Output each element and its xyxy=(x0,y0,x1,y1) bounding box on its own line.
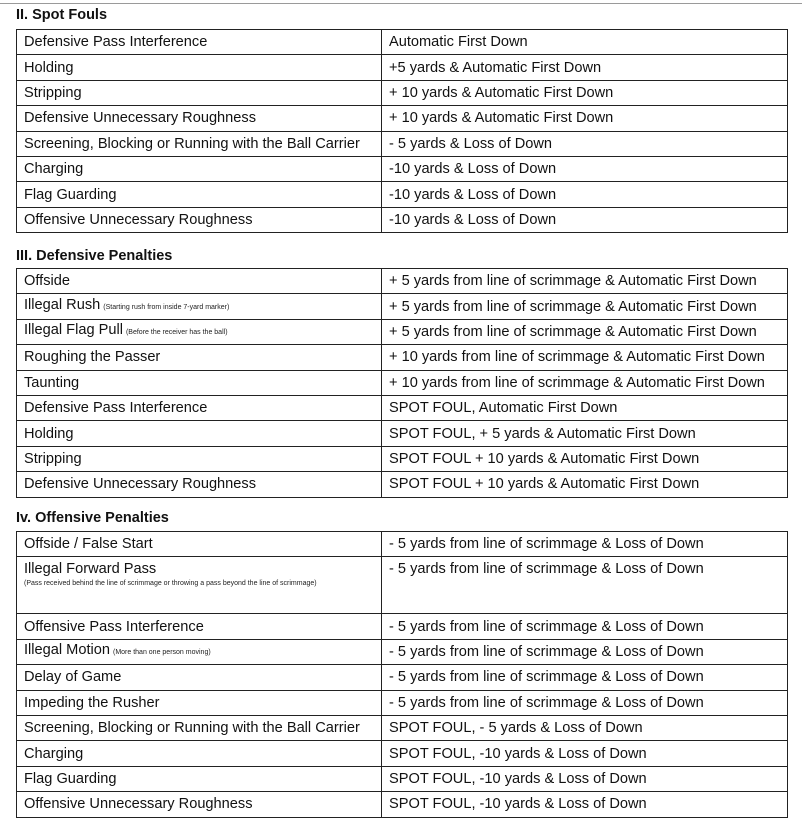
penalty: + 10 yards & Automatic First Down xyxy=(382,106,788,131)
foul-cell xyxy=(17,639,382,664)
penalty: SPOT FOUL, -10 yards & Loss of Down xyxy=(382,766,788,791)
table-row xyxy=(17,614,788,639)
foul-cell xyxy=(17,294,382,319)
foul-name: Holding xyxy=(17,55,382,80)
table-row xyxy=(17,319,788,344)
penalty: - 5 yards from line of scrimmage & Loss of Down xyxy=(382,690,788,715)
table-row xyxy=(17,131,788,156)
foul-name: Defensive Unnecessary Roughness xyxy=(17,472,382,497)
foul-name: Offside / False Start xyxy=(17,532,382,557)
penalty: SPOT FOUL + 10 yards & Automatic First Down xyxy=(382,472,788,497)
table-row xyxy=(17,207,788,232)
penalty: SPOT FOUL, Automatic First Down xyxy=(382,395,788,420)
foul-name: Stripping xyxy=(17,80,382,105)
offensive-penalties-table xyxy=(16,531,788,818)
foul-name: Offensive Unnecessary Roughness xyxy=(17,207,382,232)
section-title-offensive-penalties: Iv. Offensive Penalties xyxy=(16,510,169,526)
penalty: -10 yards & Loss of Down xyxy=(382,156,788,181)
penalty: - 5 yards & Loss of Down xyxy=(382,131,788,156)
table-row xyxy=(17,446,788,471)
foul-name: Impeding the Rusher xyxy=(17,690,382,715)
foul-name: Taunting xyxy=(17,370,382,395)
penalty: -10 yards & Loss of Down xyxy=(382,182,788,207)
foul-note: (Pass received behind the line of scrimmage or throwing a pass beyond the line of scrimmage) xyxy=(24,580,317,588)
foul-name: Offside xyxy=(17,269,382,294)
penalty: + 5 yards from line of scrimmage & Automatic First Down xyxy=(382,269,788,294)
foul-name: Flag Guarding xyxy=(17,182,382,207)
foul-name: Illegal Motion xyxy=(24,642,110,659)
penalty: - 5 yards from line of scrimmage & Loss of Down xyxy=(382,614,788,639)
penalty: + 5 yards from line of scrimmage & Automatic First Down xyxy=(382,294,788,319)
top-rule xyxy=(0,3,802,4)
foul-note: (More than one person moving) xyxy=(113,649,211,657)
defensive-penalties-table xyxy=(16,268,788,498)
table-row xyxy=(17,345,788,370)
penalty: SPOT FOUL + 10 yards & Automatic First Down xyxy=(382,446,788,471)
penalty: + 10 yards & Automatic First Down xyxy=(382,80,788,105)
foul-name: Offensive Unnecessary Roughness xyxy=(17,792,382,817)
penalty: SPOT FOUL, + 5 yards & Automatic First Down xyxy=(382,421,788,446)
table-row xyxy=(17,55,788,80)
penalty: +5 yards & Automatic First Down xyxy=(382,55,788,80)
table-row xyxy=(17,182,788,207)
spot-fouls-table xyxy=(16,29,788,233)
penalty: + 10 yards from line of scrimmage & Automatic First Down xyxy=(382,370,788,395)
penalty: - 5 yards from line of scrimmage & Loss of Down xyxy=(382,665,788,690)
foul-name: Screening, Blocking or Running with the Ball Carrier xyxy=(17,715,382,740)
foul-name: Charging xyxy=(17,156,382,181)
section-title-spot-fouls: II. Spot Fouls xyxy=(16,7,108,23)
table-row xyxy=(17,269,788,294)
foul-name: Delay of Game xyxy=(17,665,382,690)
foul-name: Offensive Pass Interference xyxy=(17,614,382,639)
foul-name: Defensive Pass Interference xyxy=(17,30,382,55)
table-row xyxy=(17,639,788,664)
penalty: + 10 yards from line of scrimmage & Automatic First Down xyxy=(382,345,788,370)
foul-name: Roughing the Passer xyxy=(17,345,382,370)
penalty: - 5 yards from line of scrimmage & Loss of Down xyxy=(382,639,788,664)
foul-note: (Starting rush from inside 7-yard marker) xyxy=(103,304,230,312)
foul-name: Stripping xyxy=(17,446,382,471)
table-row xyxy=(17,792,788,817)
table-row xyxy=(17,741,788,766)
section-title-defensive-penalties: III. Defensive Penalties xyxy=(16,248,173,264)
table-row xyxy=(17,370,788,395)
table-row xyxy=(17,472,788,497)
penalty: Automatic First Down xyxy=(382,30,788,55)
foul-name: Illegal Forward Pass xyxy=(24,561,157,578)
table-row xyxy=(17,80,788,105)
foul-name: Flag Guarding xyxy=(17,766,382,791)
foul-cell xyxy=(17,557,382,614)
penalty: SPOT FOUL, - 5 yards & Loss of Down xyxy=(382,715,788,740)
table-row xyxy=(17,665,788,690)
foul-name: Defensive Pass Interference xyxy=(17,395,382,420)
penalty: + 5 yards from line of scrimmage & Automatic First Down xyxy=(382,319,788,344)
foul-name: Illegal Flag Pull xyxy=(24,322,123,339)
foul-cell xyxy=(17,319,382,344)
foul-name: Screening, Blocking or Running with the Ball Carrier xyxy=(17,131,382,156)
foul-name: Holding xyxy=(17,421,382,446)
foul-name: Charging xyxy=(17,741,382,766)
table-row xyxy=(17,106,788,131)
table-row xyxy=(17,557,788,614)
penalty: - 5 yards from line of scrimmage & Loss of Down xyxy=(382,557,788,614)
table-row xyxy=(17,294,788,319)
penalty: - 5 yards from line of scrimmage & Loss of Down xyxy=(382,532,788,557)
table-row xyxy=(17,766,788,791)
penalty: -10 yards & Loss of Down xyxy=(382,207,788,232)
foul-name: Defensive Unnecessary Roughness xyxy=(17,106,382,131)
table-row xyxy=(17,532,788,557)
table-row xyxy=(17,715,788,740)
foul-name: Illegal Rush xyxy=(24,297,101,314)
table-row xyxy=(17,421,788,446)
table-row xyxy=(17,156,788,181)
penalty: SPOT FOUL, -10 yards & Loss of Down xyxy=(382,741,788,766)
foul-note: (Before the receiver has the ball) xyxy=(125,329,228,337)
table-row xyxy=(17,30,788,55)
table-row xyxy=(17,690,788,715)
table-row xyxy=(17,395,788,420)
penalty: SPOT FOUL, -10 yards & Loss of Down xyxy=(382,792,788,817)
